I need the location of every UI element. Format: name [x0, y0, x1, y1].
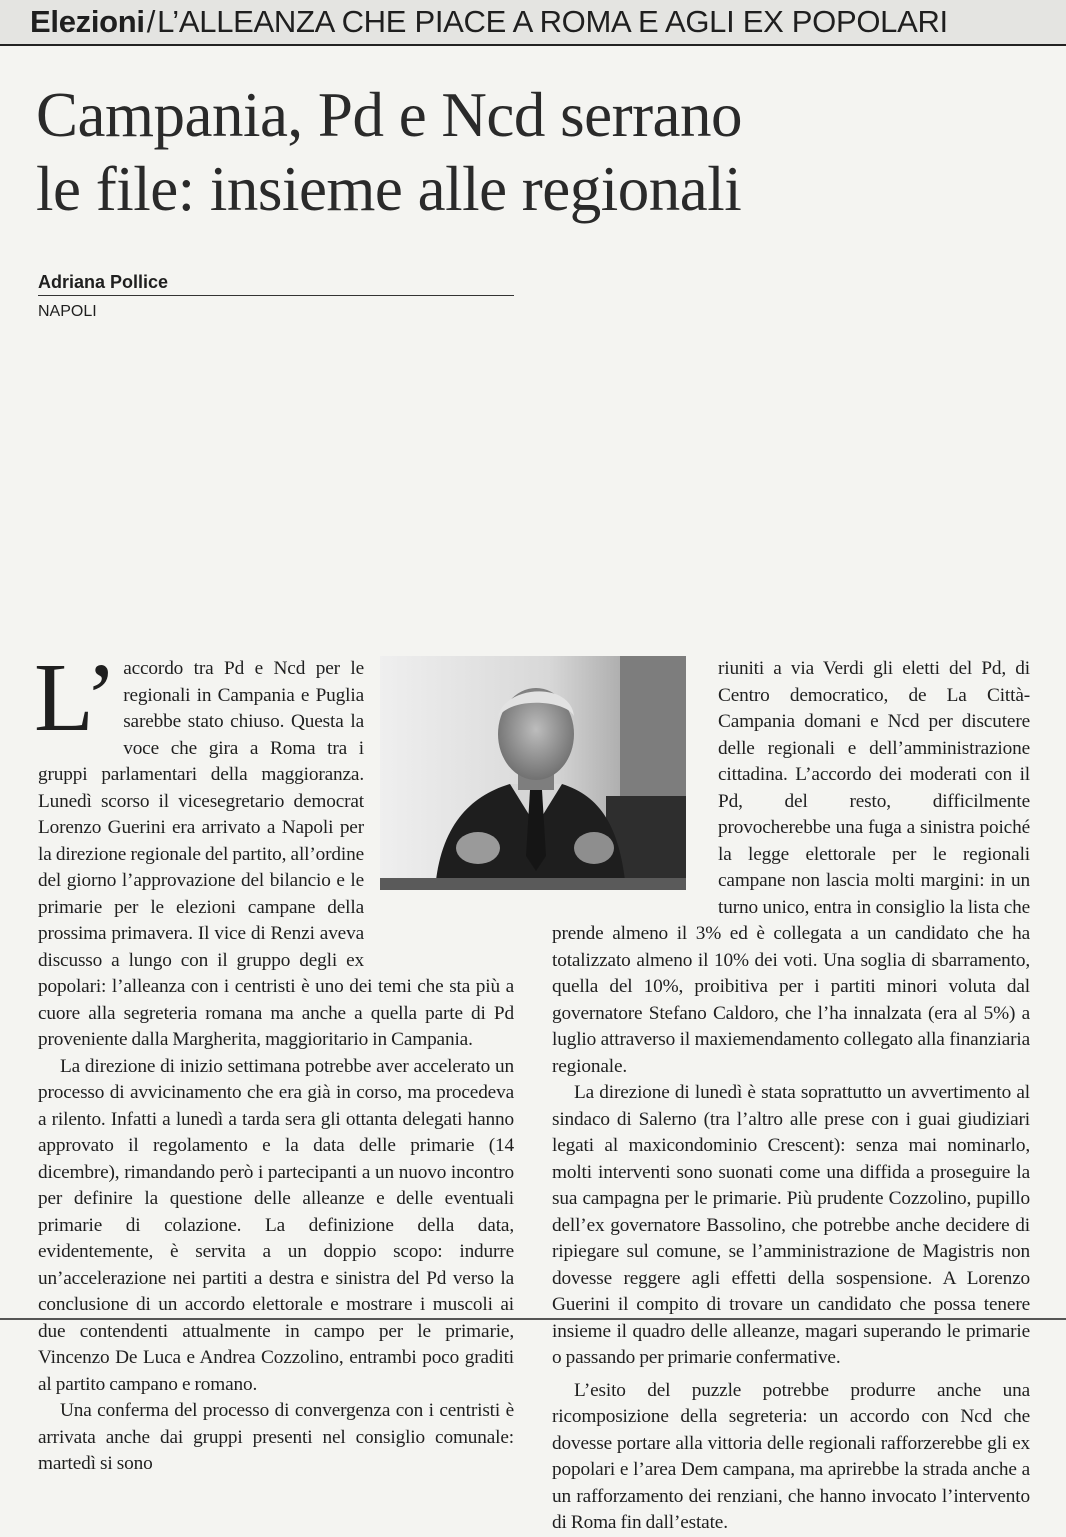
paragraph-6: L’esito del puzzle potrebbe produrre anche una ricomposizione della segreteria: un accordo con Ncd che dovesse portare alla vittoria delle regionali rafforzerebbe gli ex popolari e l’area Dem campana, ma aprirebbe la strada anche a un rafforzamento dei renziani, che hanno invocato l’intervento di Roma fin dall’estate. [552, 1379, 1030, 1533]
section-kicker [0, 0, 1066, 46]
headline [36, 78, 1036, 226]
section-label: Elezioni [30, 4, 145, 39]
bottom-rule [0, 1318, 1066, 1320]
paragraph-3: Una conferma del processo di convergenza con i centristi è arrivata anche dai gruppi presenti nel consiglio comunale: martedì si sono [38, 1400, 514, 1474]
kicker-topic: L’ALLEANZA CHE PIACE A ROMA E AGLI EX POPOLARI [157, 4, 948, 39]
article-photo [380, 656, 686, 890]
paragraph-2: La direzione di inizio settimana potrebbe aver accelerato un processo di avvicinamento che era già in corso, ma procedeva a rilento. Infatti a lunedì a tarda sera gli ottanta delegati hanno approvato il regolamento e la data delle primarie (14 dicembre), rimandando però i partecipanti a un nuovo incontro per definire la questione delle alleanze e delle eventuali primarie di colazione. La definizione della data, evidentemente, è servita a un doppio scopo: indurre un’accelerazione nei partiti a destra e sinistra del Pd verso la conclusione di un accordo elettorale e mostrare i muscoli ai due contendenti attualmente in campo per le primarie, Vincenzo De Luca e Andrea Cozzolino, entrambi poco graditi al partito campano e romano. [38, 1055, 514, 1395]
portrait-image [380, 656, 686, 890]
kicker-separator: / [146, 4, 156, 39]
headline-line-2: le file: insieme alle regionali [36, 154, 742, 224]
paragraph-4: riuniti a via Verdi gli eletti del Pd, di Centro democratico, de La Città-Campania domani e Ncd per discutere delle regionali e dell’amministrazione cittadina. L’accordo dei moderati con il Pd, del resto, difficilmente provocherebbe una fuga a sinistra poiché la legge elettorale per le regionali campane non lascia molti margini: in un turno unico, entra in consiglio la lista che prende almeno il 3% ed è collegata a un candidato che ha totalizzato almeno il 10% dei voti. Una soglia di sbarramento, quella del 10%, proibitiva per i partiti minori voluta dal governatore Stefano Caldoro, che l’ha innalzata (era al 5%) a luglio attraverso il maxiemendamento collegato alla finanziaria regionale. [552, 658, 1030, 1077]
headline-line-1: Campania, Pd e Ncd serrano [36, 80, 743, 150]
byline: Adriana Pollice [38, 270, 514, 296]
paragraph-5: La direzione di lunedì è stata soprattutto un avvertimento al sindaco di Salerno (tra l’altro alle prese con i guai giudiziari legati al maxicondominio Crescent): senza mai nominarlo, molti interventi sono suonati come una diffida a proseguire la sua campagna per le primarie. Più prudente Cozzolino, pupillo dell’ex governatore Bassolino, che potrebbe anche decidere di ripiegare sul comune, se l’amministrazione de Magistris non dovesse reggere agli effetti della sospensione. A Lorenzo Guerini il compito di trovare un candidato che possa tenere insieme il quadro delle alleanze, magari superando le primarie o passando per primarie confermative. [552, 1082, 1030, 1368]
dateline: NAPOLI [38, 303, 97, 320]
dropcap: L’ [34, 644, 118, 752]
paragraph-1-text: accordo tra Pd e Ncd per le regionali in Campania e Puglia sarebbe stato chiuso. Questa la voce che gira a Roma tra i gruppi parlamentari della maggioranza. Lunedì scorso il vicesegretario democrat Lorenzo Guerini era arrivato a Napoli per la direzione regionale del partito, all’ordine del giorno l’approvazione del bilancio e le primarie per le elezioni campane della prossima primavera. Il vice di Renzi aveva discusso a lungo con il gruppo degli ex popolari: l’alleanza con i centristi è uno dei temi che sta più a cuore alla segreteria romana ma anche a quella parte di Pd proveniente dalla Margherita, maggioritario in Campania. [38, 658, 514, 1050]
